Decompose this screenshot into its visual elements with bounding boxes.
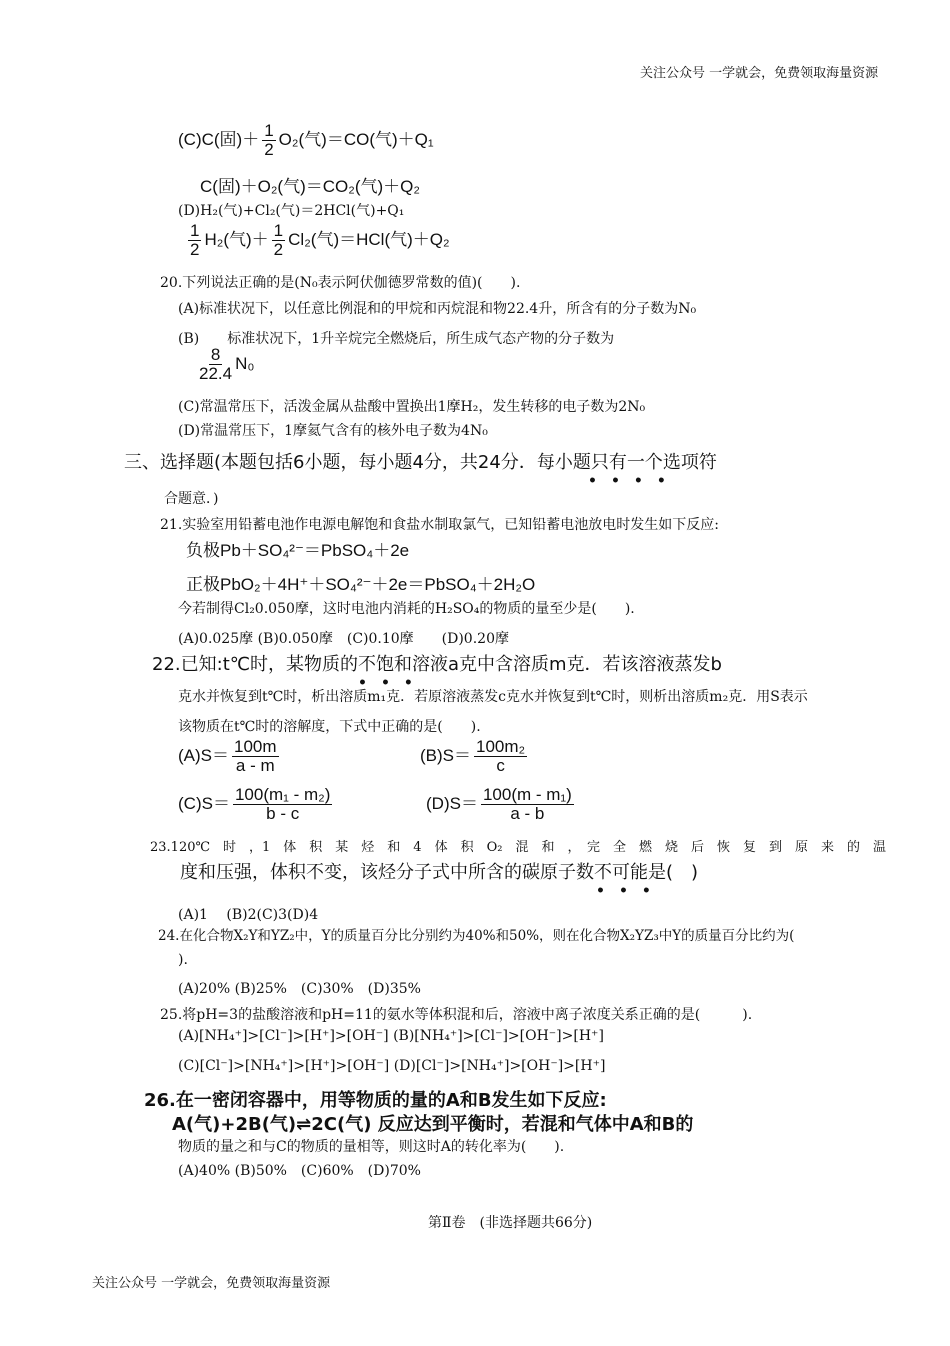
q26-line1: 26.在一密闭容器中，用等物质的量的A和B发生如下反应: (144, 1090, 607, 1111)
q22-stem: 22.已知:t℃时，某物质的不饱和溶液a克中含溶质m克．若该溶液蒸发b (152, 654, 722, 675)
half-fraction: $\frac{1}{2}$ (273, 221, 284, 259)
q25-options-cd: (C)[Cl⁻]>[NH₄⁺]>[H⁺]>[OH⁻] (D)[Cl⁻]>[NH₄⁺]>[OH⁻]>[H⁺] (178, 1058, 606, 1074)
page-header: 关注公众号 一学就会，免费领取海量资源 (640, 66, 879, 81)
q21-stem: 21.实验室用铅蓄电池作电源电解饱和食盐水制取氯气，已知铅蓄电池放电时发生如下反应: (160, 517, 719, 533)
q19-option-d-line2: $\frac{1}{2}$ H₂(气)＋ $\frac{1}{2}$ Cl₂(气)＝HCl(气)＋Q₂ (190, 221, 450, 259)
q25-stem: 25.将pH=3的盐酸溶液和pH=11的氨水等体积混和后，溶液中离子浓度关系正确的是( ). (160, 1007, 753, 1023)
half-fraction: $\frac{1}{2}$ (190, 221, 200, 259)
q22-line3: 该物质在t℃时的溶解度，下式中正确的是( ). (178, 719, 481, 735)
q22-option-a: (A)S＝ $\frac{100m}{a - m}$ (178, 737, 277, 775)
q20-option-a: (A)标准状况下，以任意比例混和的甲烷和丙烷混和物22.4升，所含有的分子数为N₀ (178, 301, 697, 317)
q19-c-left: (C)C(固)＋ (178, 129, 260, 149)
q26-line2: A(气)+2B(气)⇌2C(气) 反应达到平衡时，若混和气体中A和B的 (172, 1114, 694, 1135)
q20-option-b: (B) 标准状况下，1升辛烷完全燃烧后，所生成气态产物的分子数为 (178, 331, 615, 347)
q19-option-d-line1: (D)H₂(气)+Cl₂(气)＝2HCl(气)+Q₁ (178, 203, 405, 219)
q20-stem: 20.下列说法正确的是(N₀表示阿伏伽德罗常数的值)( ). (160, 275, 521, 291)
emphasis-dots: • • • (596, 883, 651, 899)
q21-options: (A)0.025摩 (B)0.050摩 (C)0.10摩 (D)0.20摩 (178, 631, 509, 647)
q20-option-b-fraction: $\frac{8}{22.4}$ N₀ (199, 345, 255, 383)
q21-negative-electrode: 负极Pb＋SO₄²⁻＝PbSO₄＋2e (186, 541, 410, 560)
q23-line2: 度和压强，体积不变，该烃分子式中所含的碳原子数不可能是( ) (180, 862, 699, 883)
q22-option-c: (C)S＝ $\frac{\text{100(m₁ - m₂)}}{b - c}$ (178, 785, 331, 823)
q26-line3: 物质的量之和与C的物质的量相等，则这时A的转化率为( ). (178, 1139, 565, 1155)
half-fraction: $\frac{1}{2}$ (264, 121, 274, 159)
section3-cont: 合题意．) (164, 491, 219, 507)
q22-line2: 克水并恢复到t℃时，析出溶质m₁克．若原溶液蒸发c克水并恢复到t℃时，则析出溶质m₂克．用S表示 (178, 689, 808, 705)
q22-option-d: (D)S＝ $\frac{\text{100(m - m₁)}}{a - b}$ (426, 785, 572, 823)
q19-option-c-line2: C(固)＋O₂(气)＝CO₂(气)＋Q₂ (200, 177, 420, 196)
q20-option-c: (C)常温常压下，活泼金属从盐酸中置换出1摩H₂，发生转移的电子数为2N₀ (178, 399, 646, 415)
q23-options: (A)1 (B)2(C)3(D)4 (178, 907, 319, 923)
emphasis-dots: • • • (358, 675, 413, 691)
emphasis-dots: • • • • (588, 473, 666, 489)
part2-title: 第Ⅱ卷 (非选择题共66分) (428, 1215, 593, 1231)
q22-option-b: (B)S＝ $\frac{\text{100m₂}}{c}$ (420, 737, 526, 775)
q24-options: (A)20% (B)25% (C)30% (D)35% (178, 981, 421, 997)
q24-line2: ). (178, 952, 188, 968)
q24-line1: 24.在化合物X₂Y和YZ₂中，Y的质量百分比分别约为40%和50%，则在化合物X₂YZ₃中Y的质量百分比约为( (158, 928, 795, 944)
q25-options-ab: (A)[NH₄⁺]>[Cl⁻]>[H⁺]>[OH⁻] (B)[NH₄⁺]>[Cl⁻]>[OH⁻]>[H⁺] (178, 1028, 604, 1044)
q21-positive-electrode: 正极PbO₂＋4H⁺＋SO₄²⁻＋2e＝PbSO₄＋2H₂O (186, 575, 536, 594)
q20-option-d: (D)常温常压下，1摩氦气含有的核外电子数为4N₀ (178, 423, 488, 439)
section3-title: 三、选择题(本题包括6小题，每小题4分，共24分．每小题只有一个选项符 (124, 452, 717, 473)
q19-c-right: O₂(气)＝CO(气)＋Q₁ (278, 129, 434, 149)
page-footer: 关注公众号 一学就会，免费领取海量资源 (92, 1276, 331, 1291)
q19-option-c-line1 (178, 122, 434, 159)
q21-question: 今若制得Cl₂0.050摩，这时电池内消耗的H₂SO₄的物质的量至少是( ). (178, 601, 635, 617)
q23-line1: 23.120℃ 时 ，1 体 积 某 烃 和 4 体 积 O₂ 混 和 ， 完 全 燃 烧 后 恢 复 到 原 来 的 温 (150, 840, 886, 855)
q26-options: (A)40% (B)50% (C)60% (D)70% (178, 1163, 421, 1179)
